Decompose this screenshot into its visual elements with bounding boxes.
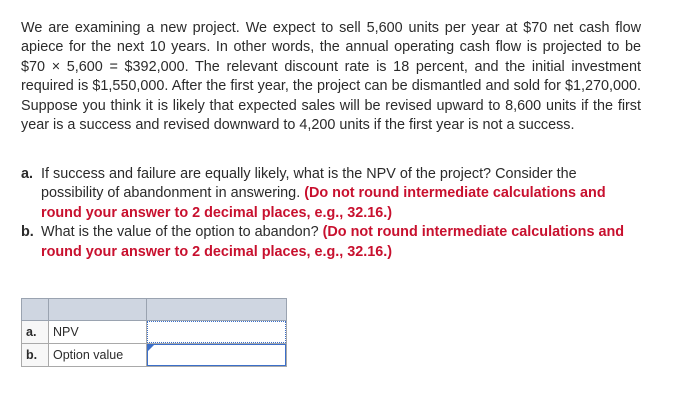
row-letter: b. bbox=[22, 344, 49, 367]
header-letter-cell bbox=[22, 299, 49, 321]
part-b bbox=[21, 223, 641, 262]
npv-input-cell bbox=[147, 321, 287, 344]
answer-table-header bbox=[22, 299, 287, 321]
option-value-input[interactable] bbox=[147, 344, 286, 366]
row-label: NPV bbox=[49, 321, 147, 344]
part-b-instruction: (Do not round intermediate calculations and round your answer to 2 decimal places, e.g., 32.16.) bbox=[41, 224, 625, 260]
input-corner-marker-icon bbox=[148, 345, 154, 351]
part-a-instruction: (Do not round intermediate calculations and round your answer to 2 decimal places, e.g., 32.16.) bbox=[41, 185, 606, 221]
option-value-input-wrap bbox=[147, 344, 286, 366]
answer-table bbox=[21, 298, 287, 367]
row-letter: a. bbox=[22, 321, 49, 344]
question-text: We are examining a new project. We expect to sell 5,600 units per year at $70 net cash flow apiece for the next 10 years. In other words, the annual operating cash flow is projected to be $70 × 5,600 = $392,000. The relevant discount rate is 18 percent, and the initial investment required is $1,550,000. After the first year, the project can be dismantled and sold for $1,270,000. Suppose you think it is likely that expected sales will be revised upward to 8,600 units if the first year is a success and revised downward to 4,200 units if the first year is not a success. bbox=[21, 20, 641, 134]
table-row bbox=[22, 321, 287, 344]
part-b-text: What is the value of the option to abandon? bbox=[41, 224, 323, 241]
question-parts bbox=[21, 165, 641, 262]
table-row bbox=[22, 344, 287, 367]
header-input-cell bbox=[147, 299, 287, 321]
part-a bbox=[21, 165, 641, 223]
npv-input[interactable] bbox=[147, 321, 286, 343]
header-label-cell bbox=[49, 299, 147, 321]
part-a-letter: a. bbox=[21, 166, 34, 182]
option-value-input-cell bbox=[147, 344, 287, 367]
row-label: Option value bbox=[49, 344, 147, 367]
part-b-letter: b. bbox=[21, 224, 34, 241]
part-a-text: If success and failure are equally likely, what is the NPV of the project? Consider the possibility of abandonment in answering. bbox=[41, 166, 577, 202]
